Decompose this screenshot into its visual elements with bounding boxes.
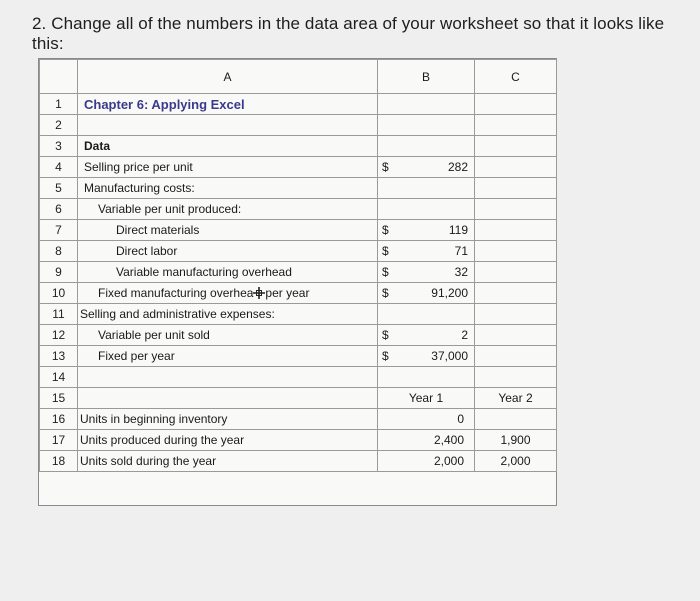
currency-value <box>378 244 474 258</box>
cell-a-text: Direct labor <box>116 244 178 258</box>
instruction-text: 2. Change all of the numbers in the data area of your worksheet so that it looks like this: <box>32 14 665 53</box>
table-row <box>40 136 557 157</box>
cell-a-text: Units in beginning inventory <box>80 412 228 426</box>
cell-a[interactable] <box>78 262 378 283</box>
currency-value <box>378 223 474 237</box>
cell-b[interactable] <box>378 94 475 115</box>
cell-b-value: 2,400 <box>433 433 464 447</box>
cell-b[interactable] <box>378 136 475 157</box>
crosshair-cursor-icon <box>253 287 265 299</box>
table-row <box>40 241 557 262</box>
table-row <box>40 94 557 115</box>
cell-a[interactable] <box>78 388 378 409</box>
worksheet-table <box>39 59 557 472</box>
currency-value <box>378 328 474 342</box>
currency-symbol: $ <box>382 244 389 258</box>
cell-b-value: 37,000 <box>431 349 468 363</box>
spreadsheet <box>38 58 557 506</box>
currency-symbol: $ <box>382 223 389 237</box>
cell-c[interactable] <box>475 115 557 136</box>
cell-b[interactable] <box>378 262 475 283</box>
cell-a[interactable] <box>78 430 378 451</box>
cell-b[interactable] <box>378 199 475 220</box>
table-row <box>40 409 557 430</box>
currency-value <box>378 286 474 300</box>
cell-a-text: Selling price per unit <box>84 160 193 174</box>
cell-c[interactable] <box>475 304 557 325</box>
cell-c[interactable] <box>475 409 557 430</box>
currency-symbol: $ <box>382 286 389 300</box>
column-header-row <box>40 60 557 94</box>
column-header-b[interactable]: B <box>378 60 475 94</box>
row-number[interactable]: 4 <box>40 157 78 178</box>
cell-b-value: 282 <box>447 160 468 174</box>
cell-a[interactable] <box>78 115 378 136</box>
row-number[interactable]: 16 <box>40 409 78 430</box>
table-row <box>40 220 557 241</box>
table-row <box>40 262 557 283</box>
row-number[interactable]: 1 <box>40 94 78 115</box>
row-number[interactable]: 8 <box>40 241 78 262</box>
row-number[interactable]: 9 <box>40 262 78 283</box>
currency-symbol: $ <box>382 328 389 342</box>
cell-c[interactable] <box>475 388 557 409</box>
currency-value <box>378 349 474 363</box>
row-number[interactable]: 13 <box>40 346 78 367</box>
row-number[interactable]: 10 <box>40 283 78 304</box>
cell-b-value: 32 <box>454 265 468 279</box>
cell-b[interactable] <box>378 451 475 472</box>
cell-b[interactable] <box>378 367 475 388</box>
cell-b-value: Year 1 <box>408 391 444 405</box>
table-row <box>40 388 557 409</box>
cell-a-text: Variable per unit produced: <box>98 202 242 216</box>
table-row <box>40 178 557 199</box>
table-row <box>40 115 557 136</box>
cell-a-text <box>78 370 84 384</box>
cell-b-value: 0 <box>457 412 464 426</box>
cell-a[interactable] <box>78 241 378 262</box>
corner-cell[interactable] <box>40 60 78 94</box>
currency-symbol: $ <box>382 265 389 279</box>
cell-b[interactable] <box>378 220 475 241</box>
cell-b[interactable] <box>378 178 475 199</box>
cell-c[interactable] <box>475 178 557 199</box>
cell-a[interactable] <box>78 157 378 178</box>
cell-a[interactable] <box>78 451 378 472</box>
cell-c[interactable] <box>475 346 557 367</box>
cell-a-text: Variable manufacturing overhead <box>116 265 292 279</box>
cell-a-text: Units sold during the year <box>80 454 217 468</box>
row-number[interactable]: 3 <box>40 136 78 157</box>
cell-a-text: Data <box>84 139 111 153</box>
cell-b-value: 2,000 <box>433 454 464 468</box>
column-header-a[interactable]: A <box>78 60 378 94</box>
cell-c[interactable] <box>475 283 557 304</box>
cell-c[interactable] <box>475 262 557 283</box>
row-number[interactable]: 5 <box>40 178 78 199</box>
cell-a[interactable] <box>78 325 378 346</box>
cell-b[interactable] <box>378 241 475 262</box>
cell-b-value: 119 <box>448 223 468 237</box>
cell-a[interactable] <box>78 199 378 220</box>
currency-value <box>378 265 474 279</box>
cell-a[interactable] <box>78 136 378 157</box>
table-row <box>40 430 557 451</box>
row-number[interactable]: 6 <box>40 199 78 220</box>
row-number[interactable]: 15 <box>40 388 78 409</box>
cell-a[interactable] <box>78 283 378 304</box>
cell-b[interactable] <box>378 430 475 451</box>
cell-c-value: 2,000 <box>500 454 531 468</box>
cell-a[interactable] <box>78 220 378 241</box>
currency-symbol: $ <box>382 349 389 363</box>
cell-b[interactable] <box>378 325 475 346</box>
cell-c-value: Year 2 <box>498 391 533 405</box>
table-row <box>40 157 557 178</box>
row-number[interactable]: 11 <box>40 304 78 325</box>
cell-c[interactable] <box>475 241 557 262</box>
cell-c[interactable] <box>475 325 557 346</box>
cell-c[interactable] <box>475 199 557 220</box>
row-number[interactable]: 12 <box>40 325 78 346</box>
cell-b[interactable] <box>378 304 475 325</box>
cell-b[interactable] <box>378 115 475 136</box>
table-row <box>40 346 557 367</box>
cell-a[interactable] <box>78 94 378 115</box>
cell-c-value: 1,900 <box>500 433 531 447</box>
row-number[interactable]: 17 <box>40 430 78 451</box>
cell-b[interactable] <box>378 157 475 178</box>
cell-b[interactable] <box>378 283 475 304</box>
cell-c[interactable] <box>475 157 557 178</box>
row-number[interactable]: 2 <box>40 115 78 136</box>
cell-c[interactable] <box>475 94 557 115</box>
cell-a[interactable] <box>78 346 378 367</box>
cell-b-value: 71 <box>454 244 468 258</box>
cell-a-text: Units produced during the year <box>80 433 245 447</box>
cell-a-text: Variable per unit sold <box>98 328 210 342</box>
cell-b[interactable] <box>378 409 475 430</box>
table-row <box>40 304 557 325</box>
cell-a-text: Selling and administrative expenses: <box>80 307 275 321</box>
table-row <box>40 451 557 472</box>
cell-a-text: Fixed manufacturing overhea <box>98 286 254 300</box>
cell-a-text: Manufacturing costs: <box>84 181 195 195</box>
row-number[interactable]: 7 <box>40 220 78 241</box>
cell-b-value: 2 <box>461 328 468 342</box>
cell-a-text-tail: per year <box>265 286 310 300</box>
cell-c[interactable] <box>475 451 557 472</box>
cell-c[interactable] <box>475 430 557 451</box>
cell-b[interactable] <box>378 346 475 367</box>
cell-a-text <box>78 391 84 405</box>
table-row <box>40 325 557 346</box>
currency-symbol: $ <box>382 160 389 174</box>
cell-a-text: Direct materials <box>116 223 200 237</box>
cell-a[interactable] <box>78 409 378 430</box>
table-row <box>40 367 557 388</box>
cell-a[interactable] <box>78 367 378 388</box>
cell-a[interactable] <box>78 178 378 199</box>
cell-b[interactable] <box>378 388 475 409</box>
cell-a-text <box>78 118 84 132</box>
table-row <box>40 199 557 220</box>
currency-value <box>378 160 474 174</box>
cell-c[interactable] <box>475 136 557 157</box>
cell-b-value: 91,200 <box>431 286 468 300</box>
cell-a-text: Chapter 6: Applying Excel <box>84 96 245 112</box>
cell-a-text: Fixed per year <box>98 349 175 363</box>
row-number[interactable]: 14 <box>40 367 78 388</box>
cell-c[interactable] <box>475 220 557 241</box>
table-row <box>40 283 557 304</box>
column-header-c[interactable]: C <box>475 60 557 94</box>
cell-a[interactable] <box>78 304 378 325</box>
row-number[interactable]: 18 <box>40 451 78 472</box>
cell-c[interactable] <box>475 367 557 388</box>
